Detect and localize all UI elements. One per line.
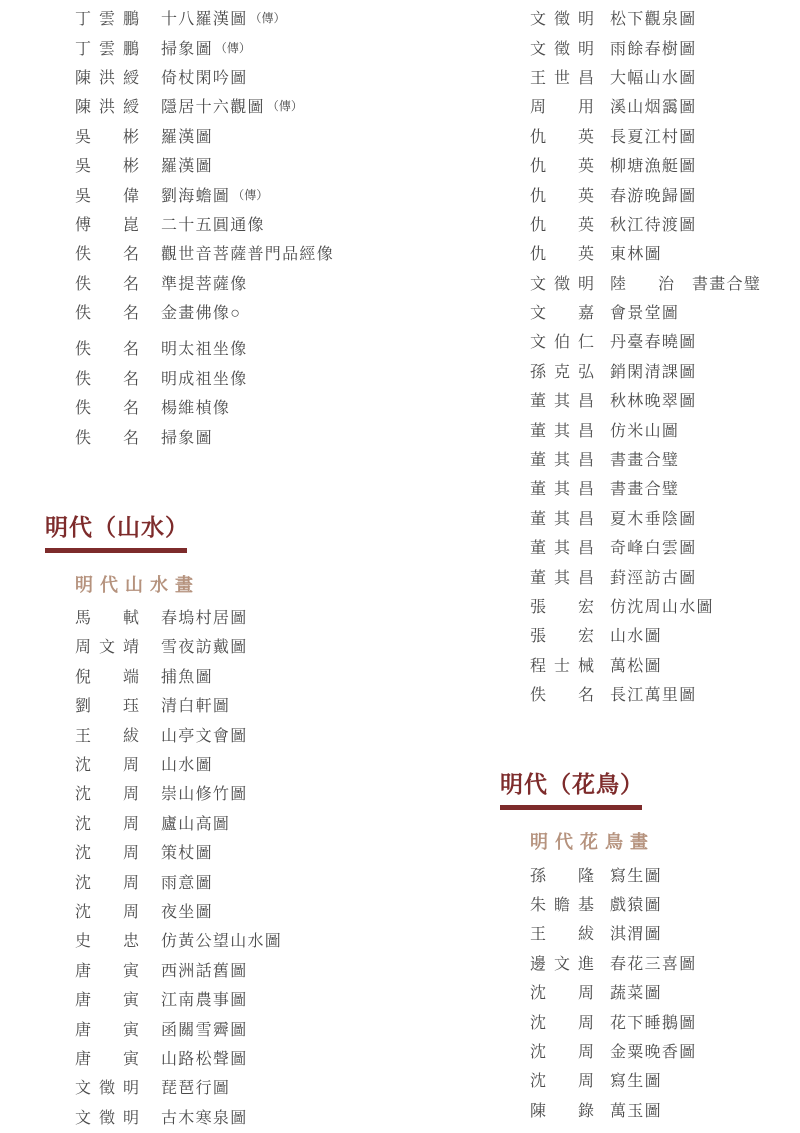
artist-name: 沈周 [75,874,139,892]
catalog-entry [75,32,465,61]
painting-title: 雪夜訪戴圖 [161,639,248,657]
catalog-entry [75,333,465,362]
painting-title: 明成祖坐像 [161,370,248,388]
header-underline [45,548,187,553]
artist-name: 佚名 [530,687,594,705]
catalog-entry [530,385,800,414]
artist-name: 仇英 [530,187,594,205]
painting-title: 金畫佛像○ [161,305,242,323]
artist-name: 仇英 [530,216,594,234]
painting-title: 會景堂圖 [610,305,680,323]
painting-title: 書畫合璧 [610,452,680,470]
painting-title: 山亭文會圖 [161,727,248,745]
attribution-note: （傳） [266,99,303,114]
artist-name: 文徵明 [75,1080,139,1098]
attribution-note: （傳） [249,11,286,26]
artist-name: 文伯仁 [530,334,594,352]
artist-name: 孫克弘 [530,363,594,381]
catalog-entry [75,896,465,925]
catalog-entry [75,984,465,1013]
painting-title: 戲猿圖 [610,896,662,914]
painting-title: 江南農事圖 [161,992,248,1010]
catalog-entry [75,268,465,297]
artist-name: 佚名 [75,305,139,323]
catalog-entry [530,977,800,1006]
artist-name: 佚名 [75,275,139,293]
painting-title: 隱居十六觀圖 [161,99,265,117]
artist-name: 唐寅 [75,962,139,980]
catalog-entry [530,91,800,120]
artist-name: 文徵明 [530,11,594,29]
painting-title: 準提菩薩像 [161,275,248,293]
catalog-entry [75,297,465,326]
artist-name: 史忠 [75,933,139,951]
artist-name: 唐寅 [75,1050,139,1068]
catalog-entry [530,918,800,947]
painting-title: 夏木垂陰圖 [610,510,697,528]
painting-title: 金粟晚香圖 [610,1043,697,1061]
artist-name: 沈周 [530,1073,594,1091]
subsection-title: 明代花鳥畫 [530,832,655,853]
artist-name: 周文靖 [75,639,139,657]
painting-title: 淇渭圖 [610,926,662,944]
painting-title: 楊維楨像 [161,400,231,418]
painting-title: 掃象圖 [161,429,213,447]
catalog-entry [530,650,800,679]
artist-name: 仇英 [530,246,594,264]
painting-title: 西洲話舊圖 [161,962,248,980]
painting-title: 大幅山水圖 [610,69,697,87]
section-header: 明代（花鳥） [500,772,644,798]
catalog-entry [75,1013,465,1042]
artist-name: 文徵明 [530,40,594,58]
painting-title: 觀世音菩薩普門品經像 [161,246,335,264]
painting-title: 春游晚歸圖 [610,187,697,205]
artist-name: 陳洪綬 [75,69,139,87]
painting-title: 書畫合璧 [610,481,680,499]
catalog-entry [75,719,465,748]
attribution-note: （傳） [214,40,251,55]
artist-name: 仇英 [530,158,594,176]
painting-title: 羅漢圖 [161,128,213,146]
catalog-entry [530,679,800,708]
catalog-entry [530,1006,800,1035]
catalog-entry [75,238,465,267]
painting-title: 明太祖坐像 [161,341,248,359]
artist-name: 劉珏 [75,698,139,716]
catalog-entry [75,631,465,660]
painting-title: 柳塘漁艇圖 [610,158,697,176]
painting-title: 雨意圖 [161,874,213,892]
painting-title: 寫生圖 [610,867,662,885]
artist-name: 傅崑 [75,216,139,234]
catalog-entry [530,32,800,61]
catalog-entry [530,532,800,561]
section-header: 明代（山水） [45,514,189,540]
catalog-entry [75,690,465,719]
artist-name: 佚名 [75,429,139,447]
right-column [500,0,800,1124]
catalog-entry [530,444,800,473]
subsection-title: 明代山水畫 [75,574,200,595]
catalog-entry [530,1095,800,1124]
catalog-entry [75,955,465,984]
catalog-entry [75,1043,465,1072]
painting-title: 函關雪霽圖 [161,1021,248,1039]
catalog-entry [75,602,465,631]
catalog-entry [75,837,465,866]
artist-name: 沈周 [530,1043,594,1061]
painting-title: 羅漢圖 [161,158,213,176]
entry-list [45,602,465,1131]
painting-title: 山水圖 [610,628,662,646]
catalog-entry [530,121,800,150]
artist-name: 董其昌 [530,422,594,440]
header-underline [500,805,642,810]
painting-title: 蔬菜圖 [610,985,662,1003]
painting-title: 春花三喜圖 [610,955,697,973]
artist-name: 文徵明 [530,275,594,293]
painting-title: 策杖圖 [161,845,213,863]
artist-name: 吳偉 [75,187,139,205]
catalog-entry [75,778,465,807]
catalog-entry [530,326,800,355]
painting-title: 長夏江村圖 [610,128,697,146]
painting-title: 劉海蟾圖 [161,187,231,205]
section-header-block [45,514,465,553]
artist-name: 程士械 [530,657,594,675]
catalog-entry [530,948,800,977]
artist-name: 張宏 [530,628,594,646]
artist-name: 沈周 [75,903,139,921]
painting-title: 山水圖 [161,757,213,774]
catalog-entry [75,925,465,954]
painting-title: 仿黃公望山水圖 [161,933,283,951]
second-artist-name: 陸治 [610,275,674,293]
catalog-entry [75,808,465,837]
catalog-entry [75,150,465,179]
artist-name: 朱瞻基 [530,896,594,914]
painting-title: 長江萬里圖 [610,687,697,705]
artist-name: 佚名 [75,246,139,264]
painting-title: 夜坐圖 [161,903,213,921]
artist-name: 董其昌 [530,393,594,411]
catalog-entry [530,179,800,208]
artist-name: 佚名 [75,341,139,359]
catalog-entry [530,503,800,532]
artist-name: 沈周 [530,1014,594,1032]
painting-title: 山路松聲圖 [161,1050,248,1068]
catalog-entry [530,561,800,590]
artist-name: 陳錄 [530,1102,594,1120]
artist-name: 董其昌 [530,481,594,499]
artist-name: 沈周 [530,985,594,1003]
artist-name: 吳彬 [75,158,139,176]
artist-name: 邊文進 [530,955,594,973]
artist-name: 倪端 [75,668,139,686]
artist-name: 丁雲鵬 [75,11,139,29]
catalog-entry [530,1065,800,1094]
painting-title: 秋林晚翠圖 [610,393,697,411]
entry-list [500,859,800,1124]
catalog-entry [75,1072,465,1101]
artist-name: 周用 [530,99,594,117]
catalog-entry [530,238,800,267]
artist-name: 佚名 [75,400,139,418]
artist-name: 佚名 [75,370,139,388]
painting-title: 清白軒圖 [161,698,231,716]
catalog-entry [75,179,465,208]
painting-title: 琵琶行圖 [161,1080,231,1098]
painting-title: 古木寒泉圖 [161,1109,248,1127]
catalog-entry [530,268,800,297]
section-header-block [500,771,800,810]
painting-title: 廬山高圖 [161,815,231,833]
painting-title: 銷閑清課圖 [610,363,697,381]
catalog-entry [530,356,800,385]
catalog-entry [75,749,465,778]
painting-title: 萬松圖 [610,657,662,675]
painting-title: 葑涇訪古圖 [610,569,697,587]
catalog-entry [530,889,800,918]
catalog-entry [530,859,800,888]
catalog-entry [75,661,465,690]
artist-name: 馬軾 [75,610,139,628]
painting-title: 奇峰白雲圖 [610,540,697,558]
artist-name: 沈周 [75,815,139,833]
painting-title: 秋江待渡圖 [610,216,697,234]
attribution-note: （傳） [232,187,269,202]
artist-name: 董其昌 [530,569,594,587]
artist-name: 吳彬 [75,128,139,146]
catalog-entry [530,591,800,620]
painting-title: 溪山烟靄圖 [610,99,697,117]
painting-title: 十八羅漢圖 [161,11,248,29]
painting-title: 仿沈周山水圖 [610,599,714,616]
artist-name: 王世昌 [530,69,594,87]
painting-title: 東林圖 [610,246,662,264]
painting-title: 書畫合璧 [692,275,762,293]
painting-title: 萬玉圖 [610,1102,662,1120]
painting-title: 二十五圓通像 [161,216,265,234]
catalog-entry [75,121,465,150]
catalog-entry [530,414,800,443]
catalog-entry [75,62,465,91]
painting-title: 春塢村居圖 [161,610,248,628]
catalog-entry [75,209,465,238]
catalog-entry [530,1036,800,1065]
painting-title: 寫生圖 [610,1073,662,1091]
catalog-entry [530,150,800,179]
artist-name: 文嘉 [530,305,594,323]
catalog-entry [75,3,465,32]
artist-name: 文徵明 [75,1109,139,1127]
artist-name: 仇英 [530,128,594,146]
artist-name: 王紱 [75,727,139,745]
artist-name: 丁雲鵬 [75,40,139,58]
catalog-entry [75,421,465,450]
catalog-entry [530,473,800,502]
catalog-entry [75,363,465,392]
artist-name: 沈周 [75,786,139,804]
painting-title: 丹臺春曉圖 [610,334,697,352]
artist-name: 王紱 [530,926,594,944]
catalog-entry [530,297,800,326]
painting-title: 捕魚圖 [161,668,213,686]
catalog-entry [75,866,465,895]
painting-title: 松下觀泉圖 [610,11,697,29]
catalog-entry [75,91,465,120]
painting-title: 雨餘春樹圖 [610,40,697,58]
artist-name: 董其昌 [530,540,594,558]
catalog-entry [530,3,800,32]
catalog-entry [530,620,800,649]
catalog-entry [530,209,800,238]
artist-name: 陳洪綬 [75,99,139,117]
artist-name: 沈周 [75,845,139,863]
artist-name: 董其昌 [530,510,594,528]
artist-name: 董其昌 [530,452,594,470]
artist-name: 唐寅 [75,1021,139,1039]
entry-list [45,0,465,451]
painting-title: 仿米山圖 [610,422,680,440]
painting-title: 倚杖閑吟圖 [161,69,248,87]
artist-name: 孫隆 [530,867,594,885]
painting-title: 花下睡鵝圖 [610,1014,697,1032]
artist-name: 唐寅 [75,992,139,1010]
artist-name: 沈周 [75,757,139,774]
catalog-entry [75,1102,465,1131]
left-column [45,0,465,1131]
entry-list [500,0,800,708]
catalog-entry [75,392,465,421]
catalog-entry [530,62,800,91]
artist-name: 張宏 [530,599,594,616]
painting-title: 掃象圖 [161,40,213,58]
painting-title: 崇山修竹圖 [161,786,248,804]
